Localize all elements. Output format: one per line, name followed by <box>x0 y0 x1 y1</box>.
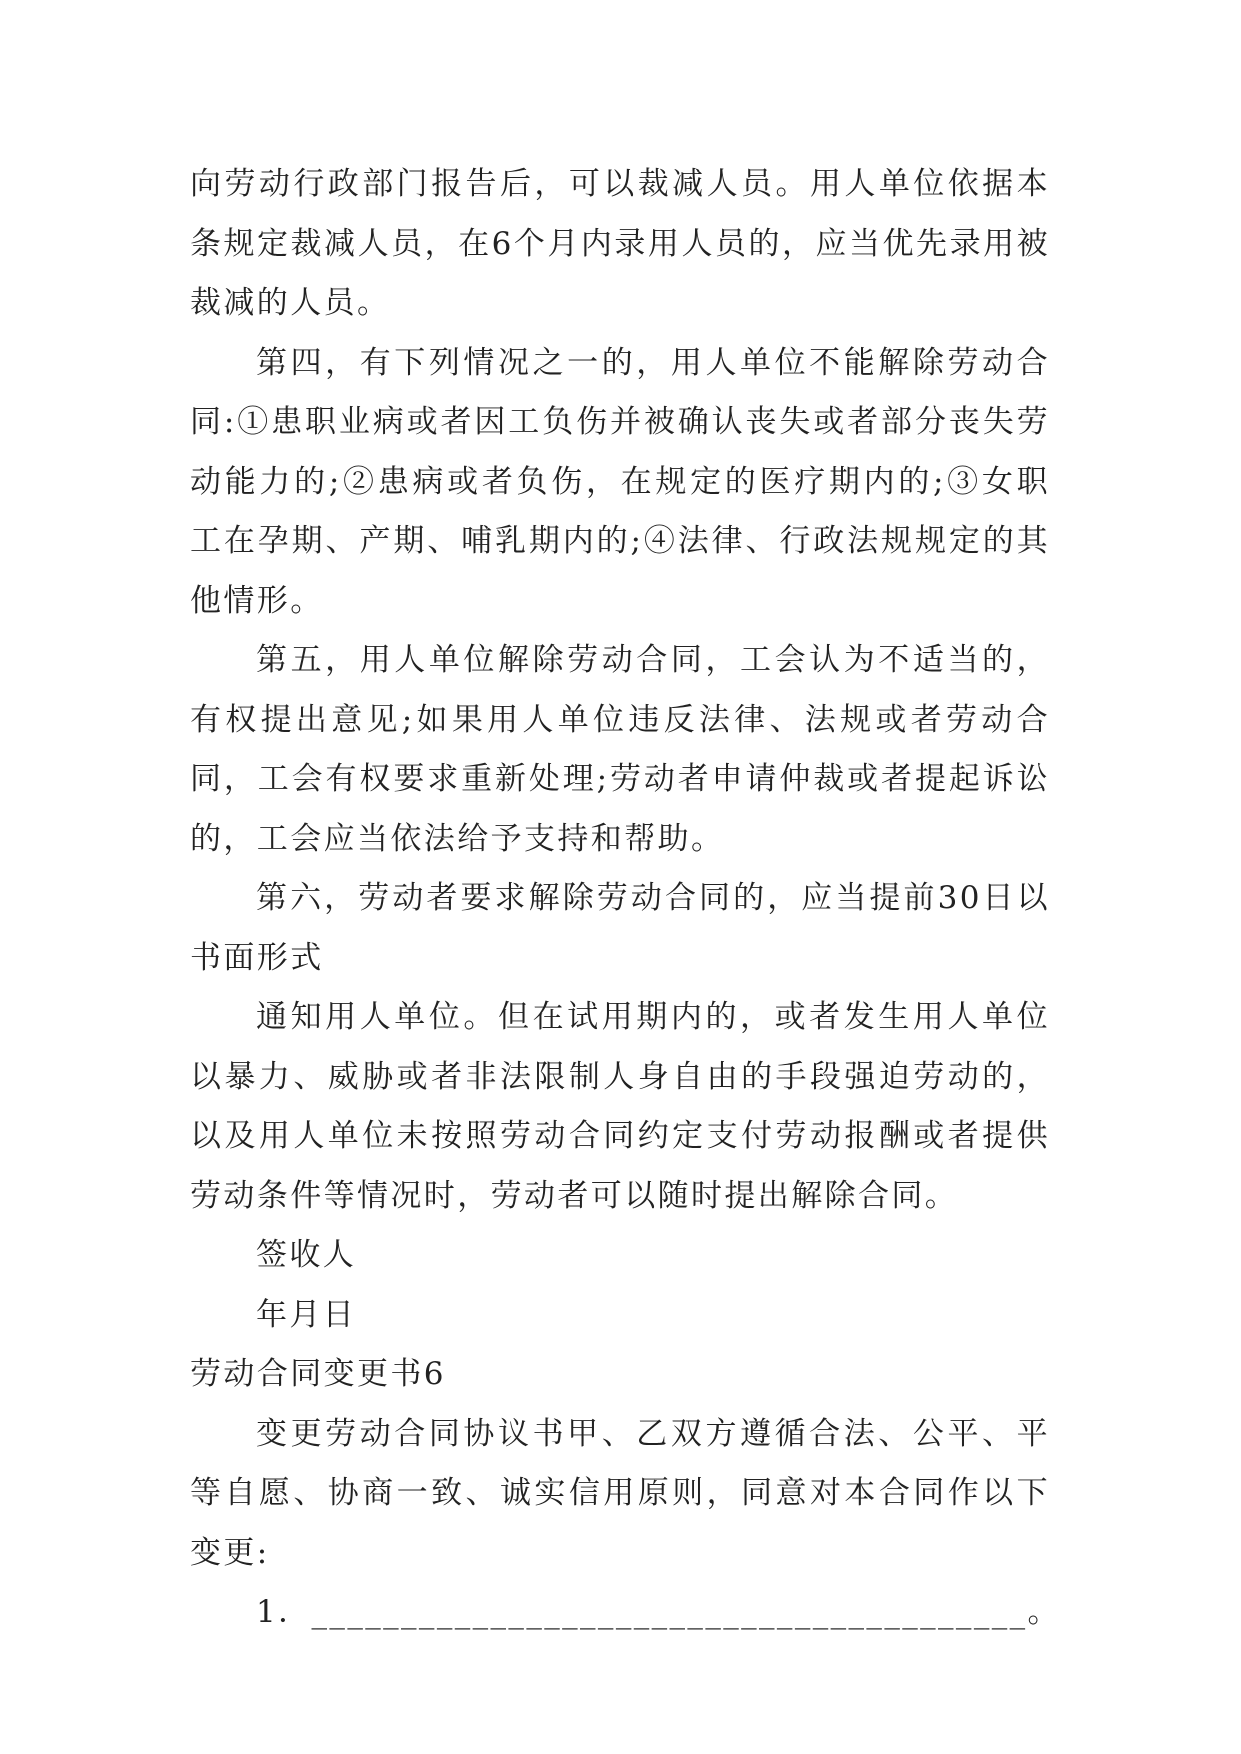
paragraph-layoff-continued: 向劳动行政部门报告后，可以裁减人员。用人单位依据本条规定裁减人员，在6个月内录用人员的，应当优先录用被裁减的人员。 <box>190 166 1050 321</box>
fill-in-item-1 <box>190 1583 1061 1643</box>
signee-line: 签收人 <box>256 1237 357 1273</box>
document-body <box>190 155 1061 1643</box>
fill-item-number: 1． <box>256 1594 312 1630</box>
paragraph-agreement-intro: 变更劳动合同协议书甲、乙双方遵循合法、公平、平等自愿、协商一致、诚实信用原则，同意对本合同作以下变更: <box>190 1415 1050 1571</box>
paragraph-clause-4: 第四，有下列情况之一的，用人单位不能解除劳动合同:①患职业病或者因工负伤并被确认丧失或者部分丧失劳动能力的;②患病或者负伤，在规定的医疗期内的;③女职工在孕期、产期、哺乳期内的;④法律、行政法规规定的其他情形。 <box>190 344 1050 619</box>
section-title: 劳动合同变更书6 <box>190 1356 446 1392</box>
fill-item-end-mark: 。 <box>1027 1594 1061 1630</box>
fill-item-blank: ________________________________________ <box>311 1594 1028 1630</box>
paragraph-clause-5: 第五，用人单位解除劳动合同，工会认为不适当的，有权提出意见;如果用人单位违反法律、法规或者劳动合同，工会有权要求重新处理;劳动者申请仲裁或者提起诉讼的，工会应当依法给予支持和帮助。 <box>190 642 1050 857</box>
paragraph-clause-6: 第六，劳动者要求解除劳动合同的，应当提前30日以书面形式 <box>190 880 1050 976</box>
paragraph-clause-6-continued: 通知用人单位。但在试用期内的，或者发生用人单位以暴力、威胁或者非法限制人身自由的手段强迫劳动的，以及用人单位未按照劳动合同约定支付劳动报酬或者提供劳动条件等情况时，劳动者可以随时提出解除合同。 <box>190 999 1050 1214</box>
date-line: 年月日 <box>256 1296 357 1333</box>
